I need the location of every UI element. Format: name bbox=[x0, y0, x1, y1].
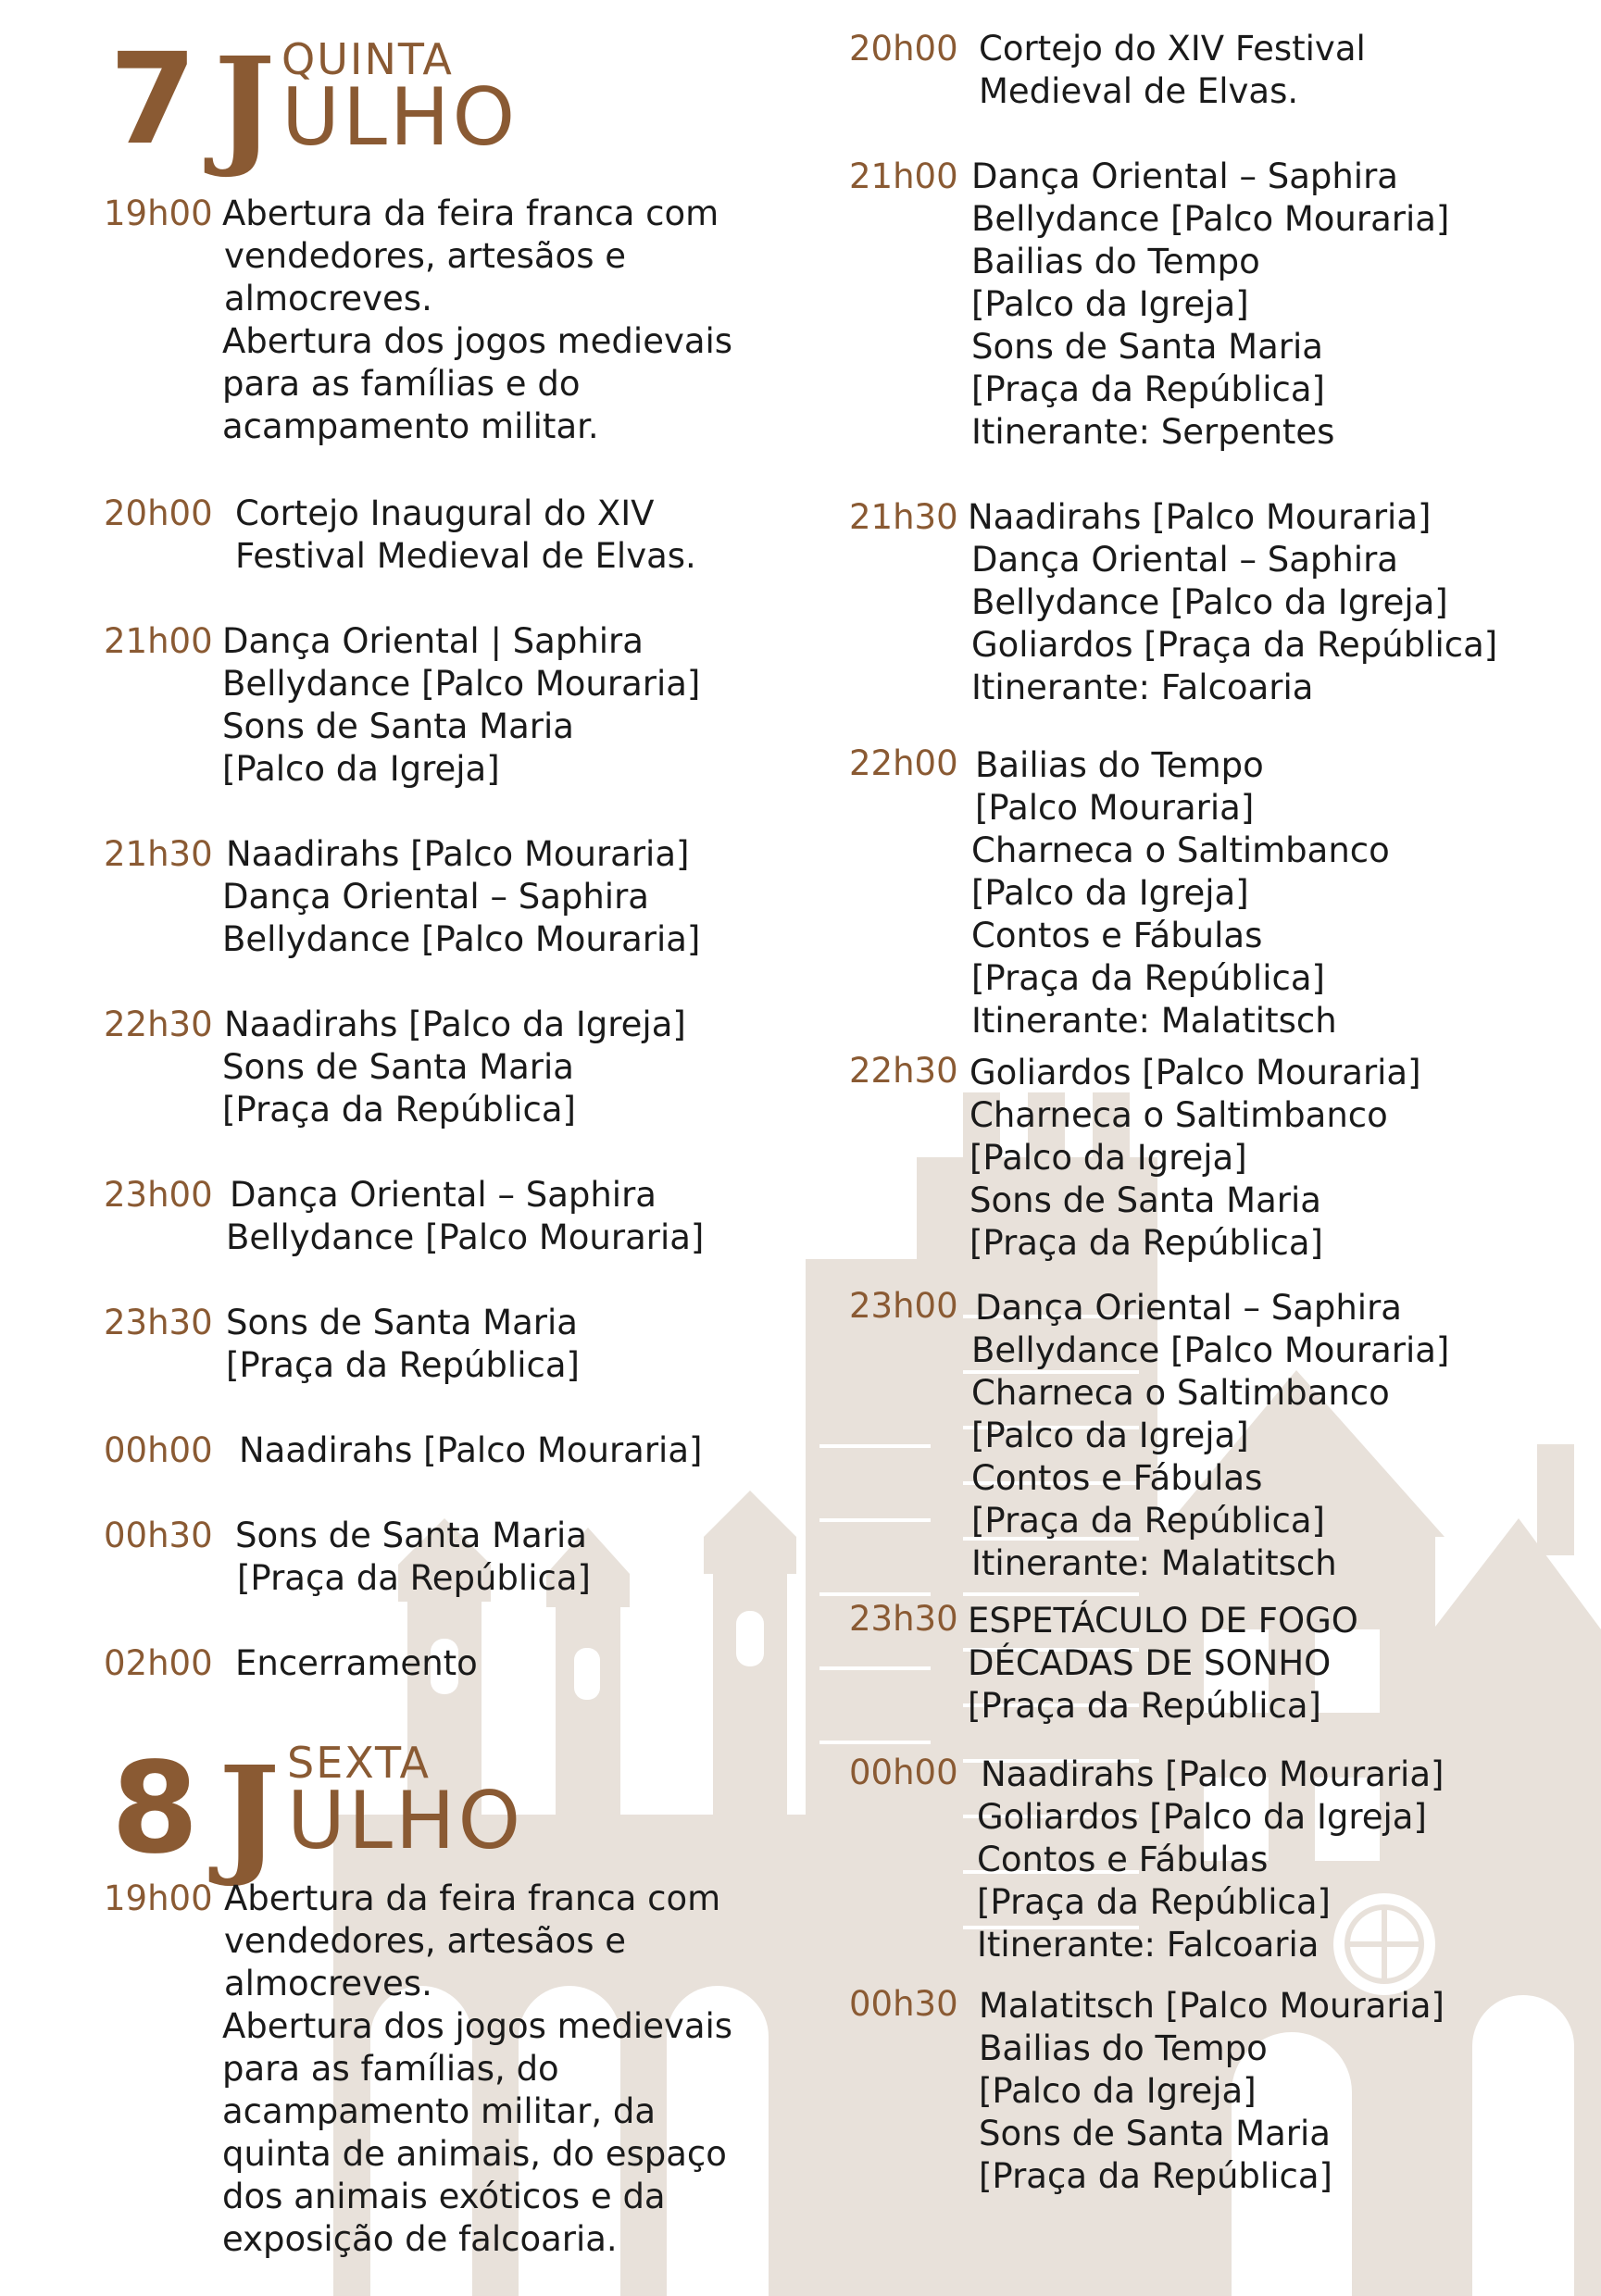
event-line: Itinerante: Malatitsch bbox=[971, 1543, 1337, 1583]
event-line: exposição de falcoaria. bbox=[222, 2219, 618, 2259]
event-time: 22h30 bbox=[849, 1051, 958, 1091]
event-line: Dança Oriental – Saphira bbox=[971, 156, 1398, 196]
event-line: [Praça da República] bbox=[979, 2156, 1332, 2196]
event-line: Goliardos [Palco da Igreja] bbox=[977, 1797, 1427, 1837]
event-time: 00h30 bbox=[104, 1516, 213, 1555]
event-line: [Praça da República] bbox=[977, 1882, 1331, 1922]
event-line: Bellydance [Palco Mouraria] bbox=[971, 1330, 1450, 1370]
schedule-entry bbox=[104, 1429, 702, 1472]
event-time: 00h30 bbox=[849, 1984, 958, 2024]
event-line: Festival Medieval de Elvas. bbox=[235, 536, 696, 576]
event-line: Sons de Santa Maria bbox=[226, 1303, 578, 1342]
event-line: Sons de Santa Maria bbox=[235, 1516, 587, 1555]
event-line: Dança Oriental | Saphira bbox=[222, 621, 644, 661]
event-time: 23h30 bbox=[849, 1599, 958, 1639]
event-time: 21h00 bbox=[104, 621, 213, 661]
event-line: Bellydance [Palco Mouraria] bbox=[222, 664, 701, 704]
month-initial: J bbox=[214, 30, 276, 181]
event-time: 23h00 bbox=[849, 1286, 958, 1326]
event-line: Dança Oriental – Saphira bbox=[222, 877, 649, 917]
event-time: 23h30 bbox=[104, 1303, 213, 1342]
event-line: [Palco da Igreja] bbox=[971, 873, 1249, 913]
event-time: 22h30 bbox=[104, 1004, 213, 1044]
event-line: vendedores, artesãos e bbox=[224, 236, 626, 276]
event-line: para as famílias e do bbox=[222, 364, 581, 404]
event-line: [Palco da Igreja] bbox=[969, 1138, 1247, 1178]
schedule-entry bbox=[104, 1004, 686, 1131]
event-line: Goliardos [Praça da República] bbox=[971, 625, 1498, 665]
schedule-entry bbox=[849, 156, 1449, 454]
event-line: Charneca o Saltimbanco bbox=[971, 1373, 1390, 1413]
event-line: Contos e Fábulas bbox=[971, 1458, 1263, 1498]
event-line: Charneca o Saltimbanco bbox=[971, 830, 1390, 870]
event-line: [Praça da República] bbox=[971, 958, 1325, 998]
schedule-entry bbox=[104, 1878, 732, 2261]
event-line: Bailias do Tempo bbox=[975, 745, 1264, 785]
event-line: Contos e Fábulas bbox=[977, 1840, 1269, 1879]
event-line: Itinerante: Malatitsch bbox=[971, 1001, 1337, 1041]
event-line: Sons de Santa Maria bbox=[979, 2114, 1331, 2153]
schedule-entry bbox=[104, 833, 700, 961]
event-time: 00h00 bbox=[104, 1430, 213, 1470]
event-time: 19h00 bbox=[104, 193, 213, 233]
event-line: [Palco da Igreja] bbox=[979, 2071, 1257, 2111]
event-time: 21h30 bbox=[104, 834, 213, 874]
event-line: Itinerante: Falcoaria bbox=[977, 1925, 1320, 1965]
event-time: 22h00 bbox=[849, 743, 958, 783]
schedule-entry bbox=[104, 1302, 580, 1387]
event-line: [Praça da República] bbox=[968, 1686, 1321, 1726]
event-line: Abertura da feira franca com bbox=[222, 193, 719, 233]
day-number: 8 bbox=[111, 1736, 199, 1882]
event-line: Bellydance [Palco da Igreja] bbox=[971, 582, 1448, 622]
event-line: [Palco da Igreja] bbox=[222, 749, 500, 789]
event-line: Bailias do Tempo bbox=[979, 2028, 1268, 2068]
day-8-header bbox=[111, 1736, 667, 1890]
month-initial: J bbox=[219, 1739, 281, 1890]
event-line: Malatitsch [Palco Mouraria] bbox=[979, 1986, 1445, 2026]
event-time: 23h00 bbox=[104, 1175, 213, 1215]
schedule-entry bbox=[849, 1985, 1445, 2198]
weekday: SEXTA bbox=[287, 1738, 431, 1788]
schedule-entry bbox=[849, 1287, 1449, 1585]
month-name: ULHO bbox=[281, 71, 519, 164]
event-line: Itinerante: Serpentes bbox=[971, 412, 1335, 452]
weekday: QUINTA bbox=[281, 34, 454, 84]
event-line: Goliardos [Palco Mouraria] bbox=[969, 1053, 1421, 1092]
event-line: Bailias do Tempo bbox=[971, 242, 1260, 281]
event-line: Sons de Santa Maria bbox=[969, 1180, 1321, 1220]
event-line: [Palco da Igreja] bbox=[971, 1416, 1249, 1455]
day-number: 7 bbox=[109, 27, 197, 173]
day-7-header bbox=[109, 27, 665, 181]
event-line: [Palco Mouraria] bbox=[975, 788, 1255, 828]
event-line: Naadirahs [Palco Mouraria] bbox=[968, 497, 1432, 537]
event-line: [Praça da República] bbox=[971, 1501, 1325, 1541]
event-line: [Praça da República] bbox=[222, 1090, 576, 1129]
event-line: almocreves. bbox=[224, 1964, 432, 2003]
event-line: Bellydance [Palco Mouraria] bbox=[971, 199, 1450, 239]
event-line: Charneca o Saltimbanco bbox=[969, 1095, 1388, 1135]
event-time: 21h00 bbox=[849, 156, 958, 196]
schedule-entry bbox=[104, 1515, 591, 1600]
event-line: Bellydance [Palco Mouraria] bbox=[222, 919, 701, 959]
event-line: Encerramento bbox=[235, 1643, 478, 1683]
event-time: 21h30 bbox=[849, 497, 958, 537]
event-line: Contos e Fábulas bbox=[971, 916, 1263, 955]
event-line: Abertura dos jogos medievais bbox=[222, 2006, 733, 2046]
event-line: [Praça da República] bbox=[226, 1345, 580, 1385]
event-time: 19h00 bbox=[104, 1878, 213, 1918]
schedule-entry bbox=[849, 1600, 1358, 1728]
event-line: Abertura dos jogos medievais bbox=[222, 321, 733, 361]
event-line: acampamento militar, da bbox=[222, 2091, 657, 2131]
schedule-entry bbox=[849, 1753, 1444, 1966]
schedule-entry bbox=[104, 620, 700, 791]
schedule-entry bbox=[849, 496, 1497, 709]
event-line: Cortejo do XIV Festival bbox=[979, 29, 1366, 69]
event-line: Medieval de Elvas. bbox=[979, 71, 1299, 111]
event-time: 02h00 bbox=[104, 1643, 213, 1683]
event-line: Abertura da feira franca com bbox=[224, 1878, 721, 1918]
event-line: Naadirahs [Palco Mouraria] bbox=[981, 1754, 1445, 1794]
schedule-entry bbox=[849, 28, 1366, 113]
event-line: Dança Oriental – Saphira bbox=[971, 540, 1398, 580]
event-time: 20h00 bbox=[849, 29, 958, 69]
schedule-entry bbox=[104, 193, 732, 448]
event-time: 00h00 bbox=[849, 1753, 958, 1792]
event-line: Dança Oriental – Saphira bbox=[230, 1175, 657, 1215]
event-time: 20h00 bbox=[104, 493, 213, 533]
event-line: DÉCADAS DE SONHO bbox=[968, 1643, 1332, 1683]
event-line: vendedores, artesãos e bbox=[224, 1921, 626, 1961]
event-line: Itinerante: Falcoaria bbox=[971, 668, 1314, 707]
event-line: dos animais exóticos e da bbox=[222, 2177, 666, 2216]
schedule-entry bbox=[849, 744, 1390, 1042]
event-line: [Praça da República] bbox=[971, 369, 1325, 409]
schedule-entry bbox=[849, 1052, 1421, 1265]
schedule-entry bbox=[104, 1174, 704, 1259]
event-line: Bellydance [Palco Mouraria] bbox=[226, 1217, 705, 1257]
month-name: ULHO bbox=[287, 1775, 524, 1867]
schedule-entry bbox=[104, 1642, 478, 1685]
event-line: [Praça da República] bbox=[969, 1223, 1323, 1263]
event-line: Sons de Santa Maria bbox=[222, 1047, 574, 1087]
event-line: Naadirahs [Palco Mouraria] bbox=[226, 834, 690, 874]
schedule-entry bbox=[104, 493, 696, 578]
event-line: acampamento militar. bbox=[222, 406, 599, 446]
event-line: Sons de Santa Maria bbox=[222, 706, 574, 746]
event-line: para as famílias, do bbox=[222, 2049, 559, 2089]
event-line: Dança Oriental – Saphira bbox=[975, 1288, 1402, 1328]
event-line: Naadirahs [Palco da Igreja] bbox=[224, 1004, 686, 1044]
event-line: [Palco da Igreja] bbox=[971, 284, 1249, 324]
event-line: quinta de animais, do espaço bbox=[222, 2134, 727, 2174]
event-line: Sons de Santa Maria bbox=[971, 327, 1323, 367]
event-line: [Praça da República] bbox=[237, 1558, 591, 1598]
event-line: Cortejo Inaugural do XIV bbox=[235, 493, 655, 533]
event-line: ESPETÁCULO DE FOGO bbox=[968, 1601, 1358, 1641]
event-line: almocreves. bbox=[224, 279, 432, 318]
event-line: Naadirahs [Palco Mouraria] bbox=[239, 1430, 703, 1470]
